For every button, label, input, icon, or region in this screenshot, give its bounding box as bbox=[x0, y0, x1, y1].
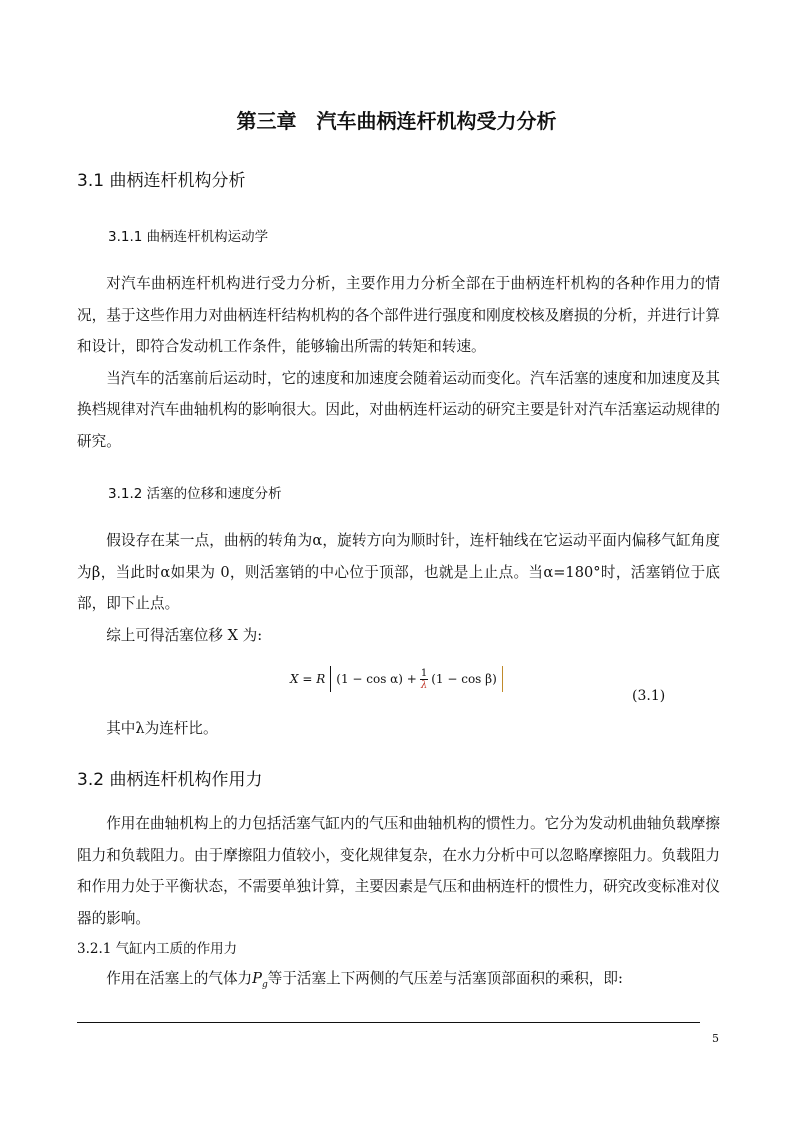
paragraph: 综上可得活塞位移 X 为: bbox=[106, 626, 263, 644]
paragraph: 假设存在某一点，曲柄的转角为α，旋转方向为顺时针，连杆轴线在它运动平面内偏移气缸角度为β，当此时α如果为 0，则活塞销的中心位于顶部，也就是上止点。当α=180°时，活塞销位于底部，即下止点。 bbox=[77, 532, 720, 612]
paragraph: 其中λ为连杆比。 bbox=[106, 720, 218, 737]
paragraph: 作用在曲轴机构上的力包括活塞气缸内的气压和曲轴机构的惯性力。它分为发动机曲轴负载摩擦阻力和负载阻力。由于摩擦阻力值较小，变化规律复杂，在水力分析中可以忽略摩擦阻力。负载阻力和作用力处于平衡状态，不需要单独计算，主要因素是气压和曲柄连杆的惯性力，研究改变标准对仪器的影响。 bbox=[77, 815, 720, 927]
paragraph bbox=[77, 963, 720, 1001]
fraction-denominator: λ bbox=[420, 679, 428, 691]
equation-number: (3.1) bbox=[632, 688, 666, 704]
paragraph-block-4 bbox=[77, 808, 720, 934]
equation-term2: (1 − cos β) bbox=[431, 672, 497, 686]
equation-lhs: X = R bbox=[290, 672, 326, 686]
fraction-numerator: 1 bbox=[420, 667, 428, 679]
paragraph: 对汽车曲柄连杆机构进行受力分析，主要作用力分析全部在于曲柄连杆机构的各种作用力的情况，基于这些作用力对曲柄连杆结构机构的各个部件进行强度和刚度校核及磨损的分析，并进行计算和设计，即符合发动机工作条件，能够输出所需的转矩和转速。 bbox=[77, 275, 720, 355]
paragraph-block-1 bbox=[77, 268, 720, 457]
bracket-right bbox=[502, 666, 503, 692]
paragraph-block-2 bbox=[77, 525, 720, 651]
paragraph-block-3 bbox=[77, 713, 720, 745]
page-number: 5 bbox=[712, 1032, 719, 1045]
text-before-symbol: 作用在活塞上的气体力 bbox=[106, 970, 253, 987]
equation-3-1 bbox=[290, 666, 508, 692]
equation-fraction bbox=[420, 668, 428, 691]
text-after-symbol: 等于活塞上下两侧的气压差与活塞顶部面积的乘积，即: bbox=[267, 970, 623, 987]
subsection-heading-3-1-2: 3.1.2 活塞的位移和速度分析 bbox=[108, 486, 282, 502]
section-heading-3-1: 3.1 曲柄连杆机构分析 bbox=[77, 171, 246, 191]
bracket-left bbox=[330, 666, 331, 692]
footer-rule bbox=[77, 1022, 700, 1023]
subsection-heading-3-1-1: 3.1.1 曲柄连杆机构运动学 bbox=[108, 229, 269, 245]
section-heading-3-2: 3.2 曲柄连杆机构作用力 bbox=[77, 770, 263, 790]
chapter-title: 第三章 汽车曲柄连杆机构受力分析 bbox=[236, 109, 557, 133]
equation-term1: (1 − cos α) + bbox=[336, 672, 417, 686]
gas-force-symbol: P bbox=[252, 970, 262, 987]
paragraph-block-5 bbox=[77, 963, 720, 1001]
subsection-heading-3-2-1: 3.2.1 气缸内工质的作用力 bbox=[77, 941, 238, 957]
gas-force-subscript: g bbox=[261, 979, 268, 990]
paragraph: 当汽车的活塞前后运动时，它的速度和加速度会随着运动而变化。汽车活塞的速度和加速度及其换档规律对汽车曲轴机构的影响很大。因此，对曲柄连杆运动的研究主要是针对汽车活塞运动规律的研究。 bbox=[77, 369, 720, 450]
